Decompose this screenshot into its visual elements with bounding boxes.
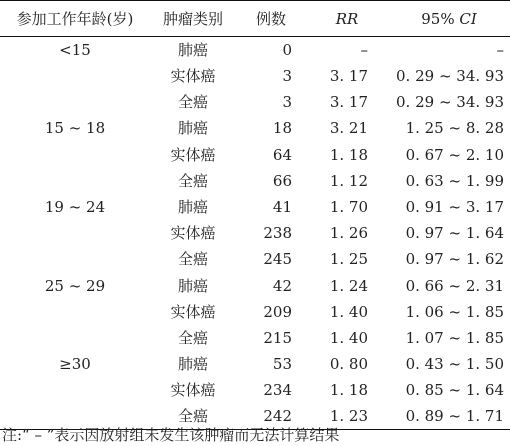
cell-count: 209 [263,302,292,321]
cell-age-group: 15 ~ 18 [44,119,106,138]
cell-age-group [0,325,150,351]
cell-count: 0 [282,41,292,59]
header-ci-suffix: CI [459,9,477,28]
cell-tumor-type: 肺癌 [177,276,208,295]
table-row [0,325,510,351]
header-age: 参加工作年龄(岁) [0,1,150,37]
cell-rr: 3. 21 [329,119,368,138]
cell-age-group [0,168,150,194]
header-ci-prefix: 95% [421,9,460,28]
cell-count: 66 [272,171,292,190]
cell-tumor-type: 肺癌 [177,41,208,59]
cell-rr: 1. 25 [329,250,368,269]
table-row [0,220,510,246]
header-count: 例数 [236,1,306,37]
cell-ci: 1. 07 ~ 1. 85 [405,328,504,347]
cell-rr: 1. 40 [329,302,368,321]
table-row [0,115,510,141]
table-header [0,1,510,37]
cell-count: 64 [272,145,292,164]
cell-age-group [0,89,150,115]
cell-rr: 1. 40 [329,328,368,347]
table-row [0,63,510,89]
cell-ci: 0. 97 ~ 1. 64 [405,224,504,243]
table-body [0,37,510,430]
cell-rr: 1. 24 [329,276,368,295]
table-row [0,246,510,272]
cell-tumor-type: 实体癌 [170,302,216,321]
cell-count: 242 [236,403,306,430]
cell-rr: 1. 18 [329,145,368,164]
cell-tumor-type: 全癌 [177,250,208,269]
cell-rr: – [360,41,368,59]
cell-age-group: 25 ~ 29 [44,276,106,295]
cell-count: 245 [263,250,292,269]
cell-tumor-type: 全癌 [177,328,208,347]
cell-tumor-type: 全癌 [177,171,208,190]
cell-age-group [0,63,150,89]
table-row [0,37,510,64]
table-row [0,273,510,299]
table-row [0,299,510,325]
cell-count: 41 [272,198,292,217]
cell-age-group [0,299,150,325]
cell-ci: 0. 89 ~ 1. 71 [388,403,510,430]
cell-ci: 1. 06 ~ 1. 85 [405,302,504,321]
cell-rr: 3. 17 [329,93,368,112]
table-row [0,377,510,403]
cell-tumor-type: 全癌 [150,403,236,430]
cell-tumor-type: 实体癌 [170,381,216,400]
cell-ci: 0. 66 ~ 2. 31 [405,276,504,295]
cell-tumor-type: 肺癌 [177,355,208,374]
cell-ci: 0. 29 ~ 34. 93 [396,93,504,112]
cell-age-group: <15 [59,41,91,59]
table-row [0,168,510,194]
header-rr: RR [306,1,388,37]
cell-ci: 0. 85 ~ 1. 64 [405,381,504,400]
header-ci [388,1,510,37]
cell-count: 3 [282,67,292,86]
cell-tumor-type: 肺癌 [177,119,208,138]
cell-rr: 1. 23 [306,403,388,430]
cell-count: 3 [282,93,292,112]
cell-tumor-type: 全癌 [177,93,208,112]
cell-count: 234 [263,381,292,400]
cell-count: 42 [272,276,292,295]
cell-tumor-type: 实体癌 [170,145,216,164]
cell-ci: 0. 29 ~ 34. 93 [396,67,504,86]
cell-count: 215 [263,328,292,347]
table-row [0,194,510,220]
cell-tumor-type: 实体癌 [170,67,216,86]
cell-age-group [0,142,150,168]
cell-age-group [0,377,150,403]
cell-rr: 0. 80 [329,355,368,374]
table-row [0,351,510,377]
cell-rr: 1. 12 [329,171,368,190]
table-footnote: 注:“ – ”表示因放射组未发生该肿瘤而无法计算结果 [2,426,340,444]
cell-rr: 1. 18 [329,381,368,400]
cell-count: 18 [272,119,292,138]
table-row [0,142,510,168]
cell-ci: 0. 67 ~ 2. 10 [405,145,504,164]
table-row [0,89,510,115]
cell-ci: – [496,41,504,59]
cell-age-group [0,220,150,246]
cell-ci: 0. 63 ~ 1. 99 [405,171,504,190]
cell-tumor-type: 肺癌 [177,198,208,217]
header-row [0,1,510,37]
cell-rr: 1. 26 [329,224,368,243]
cell-count: 238 [263,224,292,243]
cell-ci: 1. 25 ~ 8. 28 [405,119,504,138]
cell-rr: 1. 70 [329,198,368,217]
cell-age-group [0,246,150,272]
cell-count: 53 [272,355,292,374]
cell-ci: 0. 97 ~ 1. 62 [405,250,504,269]
cell-ci: 0. 43 ~ 1. 50 [405,355,504,374]
cell-tumor-type: 实体癌 [170,224,216,243]
cell-age-group: ≥30 [59,355,91,374]
cell-age-group: 19 ~ 24 [44,197,106,216]
header-tumor-type: 肿瘤类别 [150,1,236,37]
cell-rr: 3. 17 [329,67,368,86]
cell-ci: 0. 91 ~ 3. 17 [405,198,504,217]
